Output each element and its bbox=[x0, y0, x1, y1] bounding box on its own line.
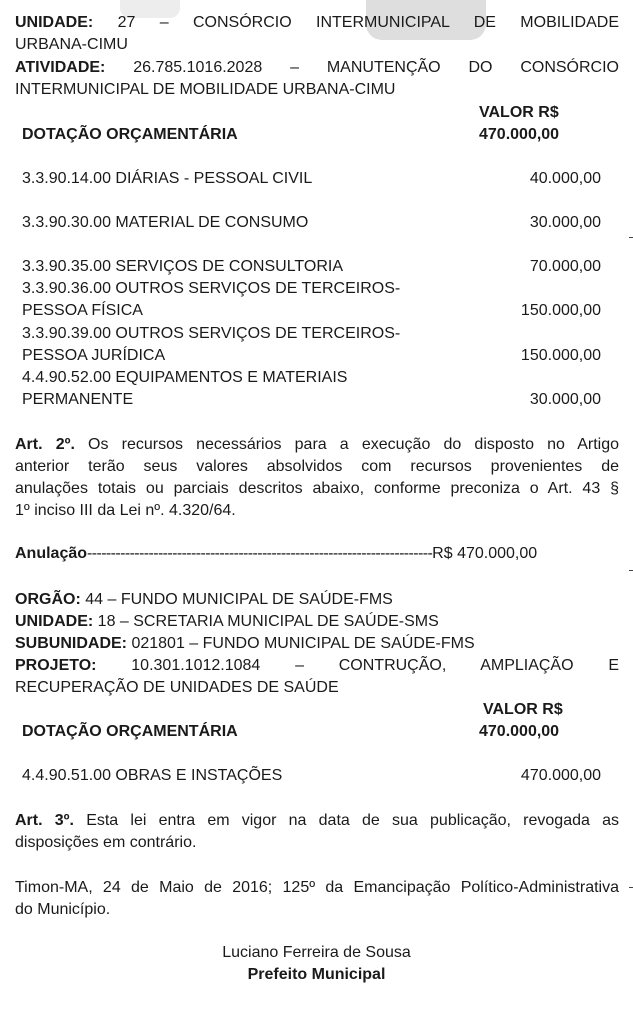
orgao-text: 44 – FUNDO MUNICIPAL DE SAÚDE-FMS bbox=[85, 591, 393, 608]
edge-tick bbox=[629, 887, 633, 888]
budget-item-value: 150.000,00 bbox=[520, 347, 601, 364]
dotacao-total: 470.000,00 bbox=[479, 126, 560, 143]
subunidade-text: 021801 – FUNDO MUNICIPAL DE SAÚDE-FMS bbox=[131, 635, 475, 652]
unidade2-label: UNIDADE: bbox=[15, 613, 94, 630]
budget-item-value: 470.000,00 bbox=[520, 767, 601, 784]
projeto-text: 10.301.1012.1084 – CONTRUÇÃO, AMPLIAÇÃO E bbox=[131, 657, 619, 674]
projeto-line-1 bbox=[15, 655, 619, 677]
budget-item-label-cont: PESSOA FÍSICA bbox=[22, 302, 143, 319]
atividade-text: 26.785.1016.2028 – MANUTENÇÃO DO CONSÓRCIO bbox=[133, 59, 619, 76]
subunidade-label: SUBUNIDADE: bbox=[15, 635, 127, 652]
projeto-line-2: RECUPERAÇÃO DE UNIDADES DE SAÚDE bbox=[15, 679, 339, 696]
unidade-line-1 bbox=[15, 12, 619, 34]
valor-header-2: VALOR R$ bbox=[483, 701, 563, 718]
edge-tick bbox=[629, 570, 633, 571]
art2-line-2: anterior terão seus valores absolvidos com recursos provenientes de bbox=[15, 458, 619, 475]
art2-line-3: anulações totais ou parciais descritos abaixo, conforme preconiza o Art. 43 § bbox=[15, 480, 619, 497]
budget-item-label: 3.3.90.14.00 DIÁRIAS - PESSOAL CIVIL bbox=[22, 170, 313, 187]
unidade-line-2: URBANA-CIMU bbox=[15, 36, 128, 53]
signature-name: Luciano Ferreira de Sousa bbox=[222, 944, 411, 961]
art2-text: Os recursos necessários para a execução do disposto no Artigo bbox=[88, 436, 620, 453]
orgao-line bbox=[15, 589, 619, 611]
signature-title: Prefeito Municipal bbox=[247, 966, 386, 983]
budget-item-value: 150.000,00 bbox=[520, 302, 601, 319]
dotacao-label-2: DOTAÇÃO ORÇAMENTÁRIA bbox=[22, 723, 238, 740]
art2-line-4: 1º inciso III da Lei nº. 4.320/64. bbox=[15, 502, 236, 519]
unidade2-text: 18 – SCRETARIA MUNICIPAL DE SAÚDE-SMS bbox=[97, 613, 439, 630]
budget-item-value: 70.000,00 bbox=[529, 258, 601, 275]
valor-header: VALOR R$ bbox=[479, 104, 559, 121]
edge-tick bbox=[629, 237, 633, 238]
anulacao-line bbox=[15, 543, 619, 565]
art2-line-1 bbox=[15, 434, 619, 456]
unidade2-line bbox=[15, 611, 619, 633]
dotacao-label: DOTAÇÃO ORÇAMENTÁRIA bbox=[22, 126, 238, 143]
art3-line-1 bbox=[15, 810, 619, 832]
art3-text: Esta lei entra em vigor na data de sua publicação, revogada as bbox=[86, 812, 620, 829]
budget-item-label: 4.4.90.51.00 OBRAS E INSTAÇÕES bbox=[22, 767, 283, 784]
closing-line-1: Timon-MA, 24 de Maio de 2016; 125º da Emancipação Político-Administrativa bbox=[15, 879, 619, 896]
anulacao-label: Anulação bbox=[15, 545, 88, 562]
budget-item-value: 30.000,00 bbox=[529, 391, 601, 408]
unidade-text: 27 – CONSÓRCIO INTERMUNICIPAL DE MOBILIDADE bbox=[117, 14, 619, 31]
atividade-line-1 bbox=[15, 57, 619, 79]
budget-item-label: 3.3.90.30.00 MATERIAL DE CONSUMO bbox=[22, 214, 309, 231]
art3-label: Art. 3º. bbox=[15, 812, 74, 829]
art2-label: Art. 2º. bbox=[15, 436, 75, 453]
projeto-label: PROJETO: bbox=[15, 657, 97, 674]
budget-item-value: 40.000,00 bbox=[529, 170, 601, 187]
unidade-label: UNIDADE: bbox=[15, 14, 94, 31]
budget-item-label-cont: PERMANENTE bbox=[22, 391, 134, 408]
budget-item-value: 30.000,00 bbox=[529, 214, 601, 231]
budget-item-label: 4.4.90.52.00 EQUIPAMENTOS E MATERIAIS bbox=[22, 369, 348, 386]
orgao-label: ORGÃO: bbox=[15, 591, 81, 608]
anulacao-dashes: ------------------------------------------------------------------------- bbox=[87, 545, 433, 562]
budget-item-label-cont: PESSOA JURÍDICA bbox=[22, 347, 166, 364]
closing-line-2: do Município. bbox=[15, 901, 111, 918]
atividade-label: ATIVIDADE: bbox=[15, 59, 106, 76]
atividade-line-2: INTERMUNICIPAL DE MOBILIDADE URBANA-CIMU bbox=[15, 81, 396, 98]
art3-line-2: disposições em contrário. bbox=[15, 834, 197, 851]
budget-item-label: 3.3.90.39.00 OUTROS SERVIÇOS DE TERCEIROS- bbox=[22, 325, 401, 342]
dotacao-total-2: 470.000,00 bbox=[479, 723, 560, 740]
subunidade-line bbox=[15, 633, 619, 655]
budget-item-label: 3.3.90.36.00 OUTROS SERVIÇOS DE TERCEIROS- bbox=[22, 280, 401, 297]
anulacao-value: R$ 470.000,00 bbox=[432, 545, 538, 562]
budget-item-label: 3.3.90.35.00 SERVIÇOS DE CONSULTORIA bbox=[22, 258, 344, 275]
